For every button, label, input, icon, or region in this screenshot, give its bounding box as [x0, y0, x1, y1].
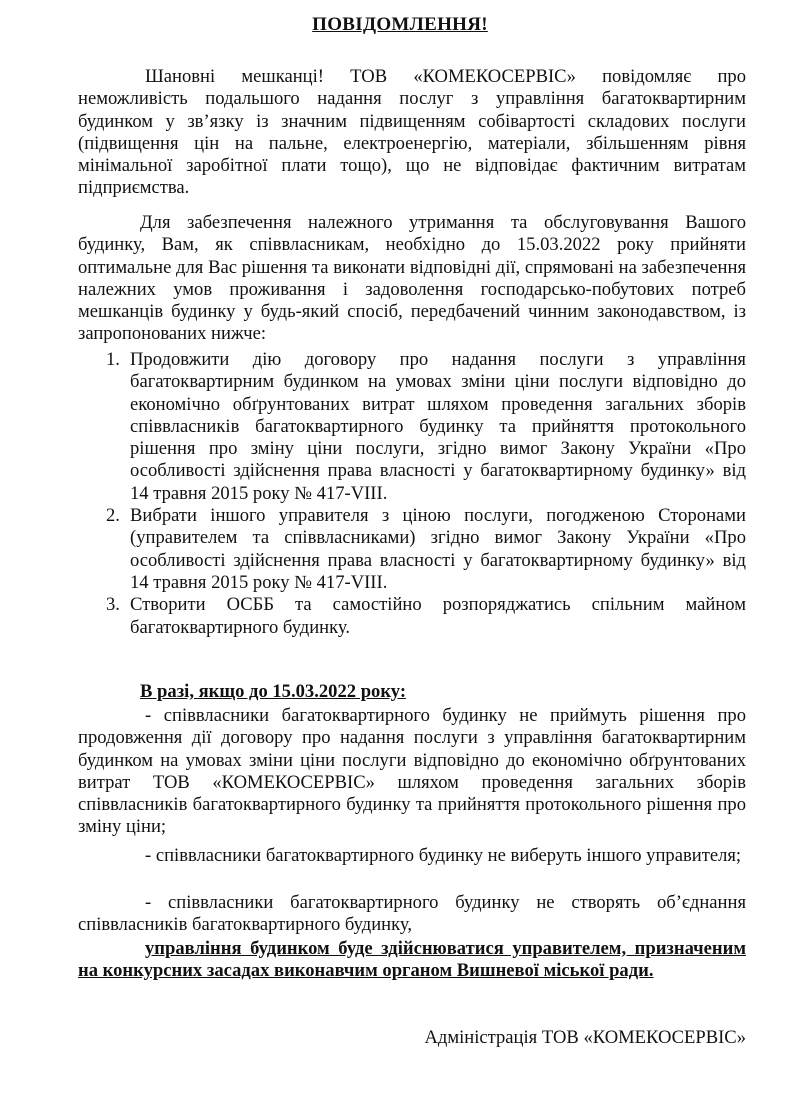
- list-item: [78, 349, 746, 505]
- options-list: [78, 349, 746, 639]
- list-item: [78, 505, 746, 594]
- list-item-number: 3.: [106, 594, 120, 616]
- condition-3: - співвласники багатоквартирного будинку не створять об’єднання співвласників багатоквартирного будинку,: [78, 892, 746, 936]
- conclusion-statement: управління будинком буде здійснюватися управителем, призначеним на конкурсних засадах виконавчим органом Вишневої міської ради.: [78, 938, 746, 982]
- page-title: ПОВІДОМЛЕННЯ!: [312, 14, 488, 35]
- conditions-heading: В разі, якщо до 15.03.2022 року:: [140, 681, 407, 702]
- list-item-text: Продовжити дію договору про надання послуги з управління багатоквартирним будинком на умовах зміни ціни послуги відповідно до економічно обґрунтованих витрат шляхом проведення загальних зборів співвласників багатоквартирного будинку та прийняття протокольного рішення про зміну ціни послуги, згідно вимог Закону України «Про особливості здійснення права власності у багатоквартирному будинку» від 14 травня 2015 року № 417-VIII.: [130, 349, 746, 504]
- intro-paragraph: Шановні мешканці! ТОВ «КОМЕКОСЕРВІС» повідомляє про неможливість подальшого надання послуг з управління багатоквартирним будинком у зв’язку із значним підвищенням собівартості складових послуги (підвищення цін на пальне, електроенергію, матеріали, збільшенням рівня мінімальної заробітної плати тощо), що не відповідає фактичним витратам підприємства.: [78, 66, 746, 199]
- list-item: [78, 594, 746, 639]
- condition-1: - співвласники багатоквартирного будинку не приймуть рішення про продовження дії договору про надання послуги з управління багатоквартирним будинком на умовах зміни ціни послуги відповідно до економічно обґрунтованих витрат ТОВ «КОМЕКОСЕРВІС» шляхом проведення загальних зборів співвласників багатоквартирного будинку та прийняття протокольного рішення про зміну ціни;: [78, 705, 746, 838]
- list-item-number: 1.: [106, 349, 120, 370]
- signature: Адміністрація ТОВ «КОМЕКОСЕРВІС»: [424, 1027, 746, 1048]
- list-item-text: Створити ОСББ та самостійно розпоряджатись спільним майном багатоквартирного будинку.: [130, 594, 746, 638]
- deadline-paragraph: Для забезпечення належного утримання та обслуговування Вашого будинку, Вам, як співвласникам, необхідно до 15.03.2022 року прийняти оптимальне для Вас рішення та виконати відповідні дії, спрямовані на забезпечення належних умов проживання і задоволення господарсько-побутових потреб мешканців будинку у будь-який спосіб, передбачений чинним законодавством, із запропонованих нижче:: [78, 212, 746, 345]
- condition-2: - співвласники багатоквартирного будинку не виберуть іншого управителя;: [145, 845, 742, 866]
- list-item-text: Вибрати іншого управителя з ціною послуги, погодженою Сторонами (управителем та співвласниками) згідно вимог Закону України «Про особливості здійснення права власності у багатоквартирному будинку» від 14 травня 2015 року № 417-VIII.: [130, 505, 746, 593]
- list-item-number: 2.: [106, 505, 120, 527]
